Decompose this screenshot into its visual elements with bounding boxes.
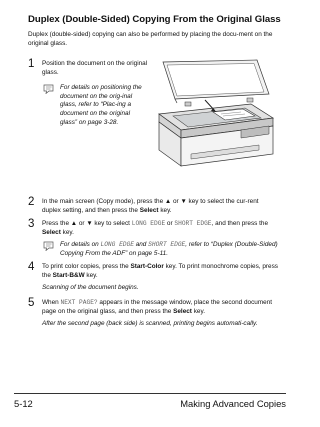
select-key-label: Select xyxy=(42,228,61,236)
footer-rule xyxy=(14,393,286,394)
printer-original-glass-illustration xyxy=(155,58,276,170)
start-color-key-label: Start-Color xyxy=(130,263,164,270)
step-5-result: After the second page (back side) is scanned, printing begins automati-cally. xyxy=(42,320,258,327)
step-text: To print color copies, press the xyxy=(42,263,131,270)
section-heading: Duplex (Double-Sided) Copying From the Original Glass xyxy=(28,14,281,25)
select-key-label: Select xyxy=(173,307,192,315)
step-number: 5 xyxy=(28,297,35,309)
note-icon xyxy=(43,241,57,251)
step-text: Position the document on the original glass. xyxy=(42,60,148,76)
step-text: key. xyxy=(191,307,205,315)
intro-paragraph: Duplex (double-sided) copying can also be performed by placing the docu-ment on the original glass. xyxy=(28,31,273,47)
step-text: key. To print monochrome copies, press the xyxy=(42,263,278,279)
step-3-note xyxy=(60,241,280,258)
step-text: key. xyxy=(84,271,98,279)
step-4-result: Scanning of the document begins. xyxy=(42,284,139,291)
page-number: 5-12 xyxy=(14,398,33,409)
step-3 xyxy=(28,220,278,237)
step-number: 1 xyxy=(28,58,35,70)
step-1-note: For details on positioning the document on the orig-inal glass, refer to “Plac-ing a document on the original glass” on page 3-28. xyxy=(60,84,142,126)
note-icon xyxy=(43,84,57,94)
note-option-short-edge: SHORT EDGE xyxy=(148,241,186,248)
select-key-label: Select xyxy=(139,206,159,214)
option-long-edge: LONG EDGE xyxy=(131,220,166,227)
step-text: or xyxy=(165,220,175,227)
note-option-long-edge: LONG EDGE xyxy=(100,241,134,248)
step-text: key. xyxy=(158,206,172,214)
step-text: key. xyxy=(60,228,74,236)
step-1 xyxy=(28,60,148,77)
note-text: and xyxy=(133,241,149,248)
step-4 xyxy=(28,263,278,280)
chapter-title: Making Advanced Copies xyxy=(180,398,286,409)
step-text: Press the ▲ or ▼ key to select xyxy=(42,220,132,227)
note-text: For details on xyxy=(60,241,101,248)
step-text: When xyxy=(42,299,61,306)
step-number: 4 xyxy=(28,261,35,273)
note-text: , refer to “Duplex (Double-Sided) Copying From the ADF” on page 5-11. xyxy=(60,241,278,257)
step-5 xyxy=(28,299,278,316)
start-bw-key-label: Start-B&W xyxy=(52,271,85,279)
message-next-page: NEXT PAGE? xyxy=(60,299,98,306)
step-text: appears in the message window, place the second document page on the original glass, and then press the xyxy=(42,299,273,315)
step-number: 3 xyxy=(28,218,35,230)
step-text: , and then press the xyxy=(211,220,269,227)
step-text: In the main screen (Copy mode), press the ▲ or ▼ key to select the cur-rent duplex setting, and then press the xyxy=(42,198,259,214)
step-number: 2 xyxy=(28,196,35,208)
step-2 xyxy=(28,198,278,215)
option-short-edge: SHORT EDGE xyxy=(174,220,212,227)
